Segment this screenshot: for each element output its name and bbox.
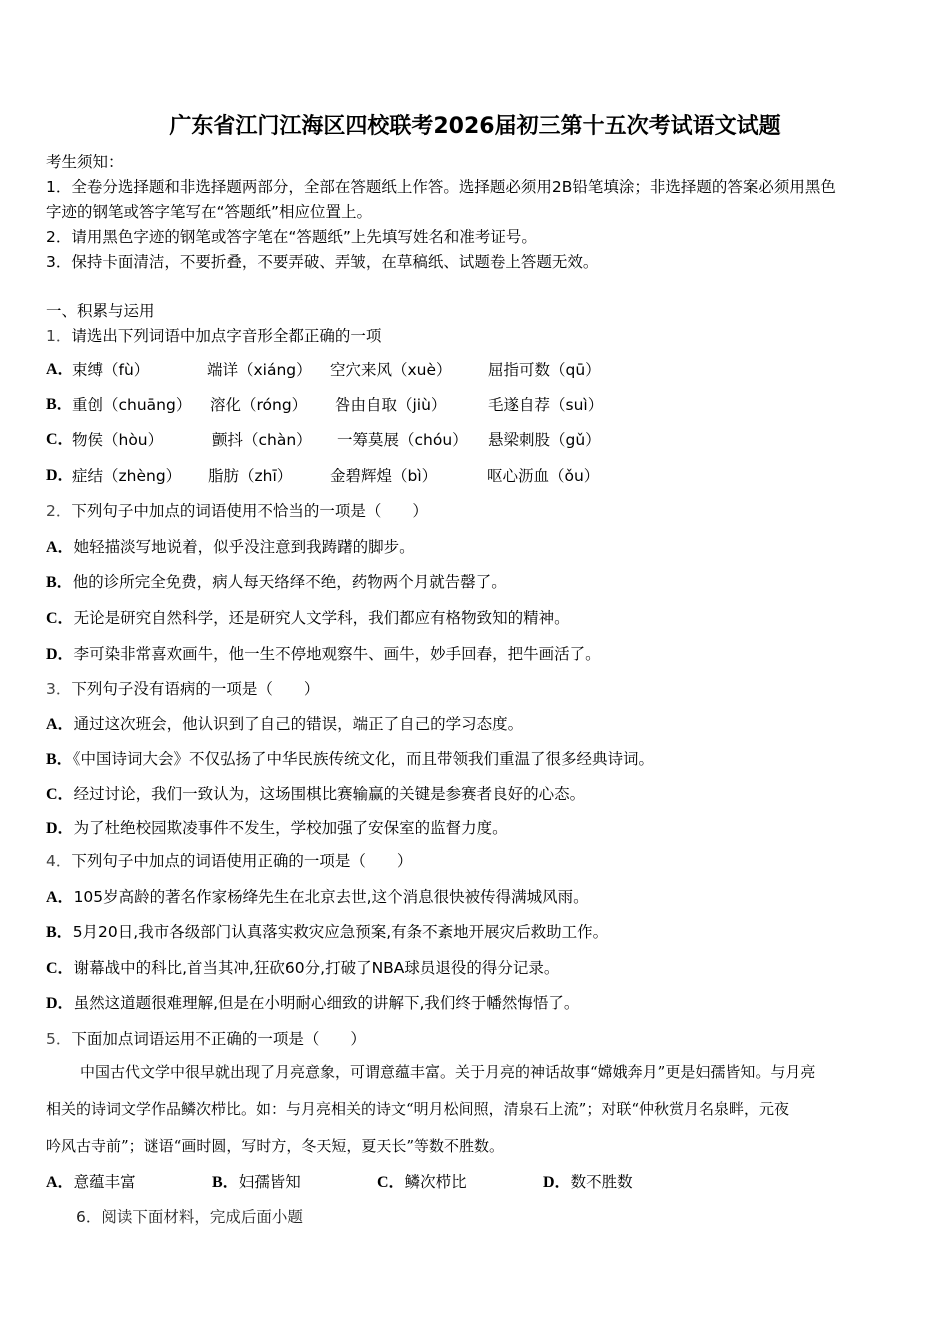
option-item: 屈指可数（qū） bbox=[488, 361, 601, 379]
option-text: 通过这次班会，他认识到了自己的错误，端正了自己的学习态度。 bbox=[73, 715, 524, 733]
q4-option-c bbox=[46, 958, 559, 979]
section-heading: 一、积累与运用 bbox=[46, 302, 155, 320]
question-number: 2． bbox=[46, 502, 72, 520]
option-text: 意蕴丰富 bbox=[73, 1173, 136, 1191]
q5-option-b bbox=[212, 1172, 301, 1193]
option-text: 谢幕战中的科比,首当其冲,狂砍60分,打破了NBA球员退役的得分记录。 bbox=[73, 959, 560, 977]
option-label: B． bbox=[212, 1174, 239, 1191]
q4-option-b bbox=[46, 922, 608, 943]
notice-heading: 考生须知： bbox=[46, 153, 124, 171]
question-number: 1． bbox=[46, 327, 72, 345]
option-text: 她轻描淡写地说着，似乎没注意到我踌躇的脚步。 bbox=[73, 538, 415, 556]
question-4 bbox=[46, 851, 412, 871]
option-label: D． bbox=[46, 820, 74, 837]
notice-item: 3．保持卡面清洁，不要折叠，不要弄破、弄皱，在草稿纸、试题卷上答题无效。 bbox=[46, 253, 599, 271]
notice-item: 字迹的钢笔或答字笔写在“答题纸”相应位置上。 bbox=[46, 203, 373, 221]
option-item: 脂肪（zhī） bbox=[208, 467, 293, 485]
option-label: C． bbox=[46, 786, 74, 803]
option-label: B． bbox=[46, 751, 73, 768]
option-item: 物侯（hòu） bbox=[72, 431, 164, 449]
option-text: 鳞次栉比 bbox=[404, 1173, 467, 1191]
q5-option-c bbox=[377, 1172, 467, 1193]
q4-option-d bbox=[46, 993, 579, 1014]
option-label: C． bbox=[46, 960, 74, 977]
option-item: 空穴来风（xuè） bbox=[330, 361, 452, 379]
option-item: 束缚（fù） bbox=[72, 361, 150, 379]
option-item: 症结（zhèng） bbox=[72, 467, 182, 485]
option-label: D． bbox=[46, 467, 74, 484]
option-text: 李可染非常喜欢画牛，他一生不停地观察牛、画牛，妙手回春，把牛画活了。 bbox=[73, 645, 601, 663]
q3-option-c bbox=[46, 784, 585, 805]
question-stem: 请选出下列词语中加点字音形全都正确的一项 bbox=[71, 327, 382, 345]
option-text: 虽然这道题很难理解,但是在小明耐心细致的讲解下,我们终于幡然悔悟了。 bbox=[73, 994, 580, 1012]
option-label: A． bbox=[46, 539, 74, 556]
option-text: 经过讨论，我们一致认为，这场围棋比赛输赢的关键是参赛者良好的心态。 bbox=[73, 785, 586, 803]
option-label: C． bbox=[377, 1174, 405, 1191]
option-text: 妇孺皆知 bbox=[238, 1173, 301, 1191]
option-item: 端详（xiáng） bbox=[207, 361, 312, 379]
option-item: 重创（chuāng） bbox=[72, 396, 192, 414]
passage-line: 吟风古寺前”；谜语“画时圆，写时方，冬天短，夏天长”等数不胜数。 bbox=[46, 1137, 505, 1155]
option-item: 悬梁刺股（gǔ） bbox=[488, 431, 601, 449]
notice-item: 1．全卷分选择题和非选择题两部分，全部在答题纸上作答。选择题必须用2B铅笔填涂；非选择题的答案必须用黑色 bbox=[46, 178, 836, 196]
option-item: 呕心沥血（ǒu） bbox=[487, 467, 600, 485]
question-stem: 下列句子中加点的词语使用正确的一项是（ ） bbox=[71, 852, 413, 870]
q2-option-c bbox=[46, 608, 570, 629]
option-label: B． bbox=[46, 924, 73, 941]
option-text: 5月20日,我市各级部门认真落实救灾应急预案,有条不紊地开展灾后救助工作。 bbox=[72, 923, 609, 941]
option-item: 溶化（róng） bbox=[210, 396, 308, 414]
question-number: 4． bbox=[46, 852, 72, 870]
option-text: 105岁高龄的著名作家杨绛先生在北京去世,这个消息很快被传得满城风雨。 bbox=[73, 888, 589, 906]
option-label: D． bbox=[543, 1174, 571, 1191]
q3-option-a bbox=[46, 714, 523, 735]
option-label: A． bbox=[46, 361, 74, 378]
option-text: 他的诊所完全免费，病人每天络绎不绝，药物两个月就告罄了。 bbox=[72, 573, 507, 591]
q4-option-a bbox=[46, 887, 589, 908]
passage-line: 中国古代文学中很早就出现了月亮意象，可谓意蕴丰富。关于月亮的神话故事“嫦娥奔月”更是妇孺皆知。与月亮 bbox=[80, 1063, 816, 1081]
question-5 bbox=[46, 1029, 366, 1049]
option-text: 《中国诗词大会》不仅弘扬了中华民族传统文化，而且带领我们重温了很多经典诗词。 bbox=[72, 750, 654, 768]
question-1 bbox=[46, 326, 381, 346]
passage-line: 相关的诗词文学作品鳞次栉比。如：与月亮相关的诗文“明月松间照，清泉石上流”；对联“仲秋赏月名泉畔，元夜 bbox=[46, 1100, 790, 1118]
option-label: D． bbox=[46, 646, 74, 663]
option-item: 咎由自取（jiù） bbox=[335, 396, 447, 414]
question-number: 3． bbox=[46, 680, 72, 698]
question-stem: 下面加点词语运用不正确的一项是（ ） bbox=[71, 1030, 366, 1048]
option-label: C． bbox=[46, 431, 74, 448]
option-label: A． bbox=[46, 1174, 74, 1191]
option-label: A． bbox=[46, 716, 74, 733]
q3-option-b bbox=[46, 749, 654, 770]
q2-option-b bbox=[46, 572, 507, 593]
option-item: 金碧辉煌（bì） bbox=[330, 467, 438, 485]
q5-option-a bbox=[46, 1172, 136, 1193]
option-label: C． bbox=[46, 610, 74, 627]
question-stem: 下列句子中加点的词语使用不恰当的一项是（ ） bbox=[71, 502, 428, 520]
page-title: 广东省江门江海区四校联考2026届初三第十五次考试语文试题 bbox=[169, 114, 781, 139]
question-stem: 下列句子没有语病的一项是（ ） bbox=[71, 680, 320, 698]
q2-option-d bbox=[46, 644, 601, 665]
notice-item: 2．请用黑色字迹的钢笔或答字笔在“答题纸”上先填写姓名和准考证号。 bbox=[46, 228, 537, 246]
option-text: 为了杜绝校园欺凌事件不发生，学校加强了安保室的监督力度。 bbox=[73, 819, 508, 837]
question-6: 6．阅读下面材料，完成后面小题 bbox=[76, 1208, 303, 1226]
question-2 bbox=[46, 501, 428, 521]
option-label: B． bbox=[46, 396, 73, 413]
q2-option-a bbox=[46, 537, 415, 558]
option-label: D． bbox=[46, 995, 74, 1012]
q3-option-d bbox=[46, 818, 508, 839]
question-3 bbox=[46, 679, 319, 699]
option-item: 颤抖（chàn） bbox=[212, 431, 312, 449]
question-number: 5． bbox=[46, 1030, 72, 1048]
option-item: 毛遂自荐（suì） bbox=[488, 396, 604, 414]
q5-option-d bbox=[543, 1172, 633, 1193]
option-label: A． bbox=[46, 889, 74, 906]
option-item: 一筹莫展（chóu） bbox=[337, 431, 468, 449]
option-text: 无论是研究自然科学，还是研究人文学科，我们都应有格物致知的精神。 bbox=[73, 609, 570, 627]
option-label: B． bbox=[46, 574, 73, 591]
option-text: 数不胜数 bbox=[570, 1173, 633, 1191]
